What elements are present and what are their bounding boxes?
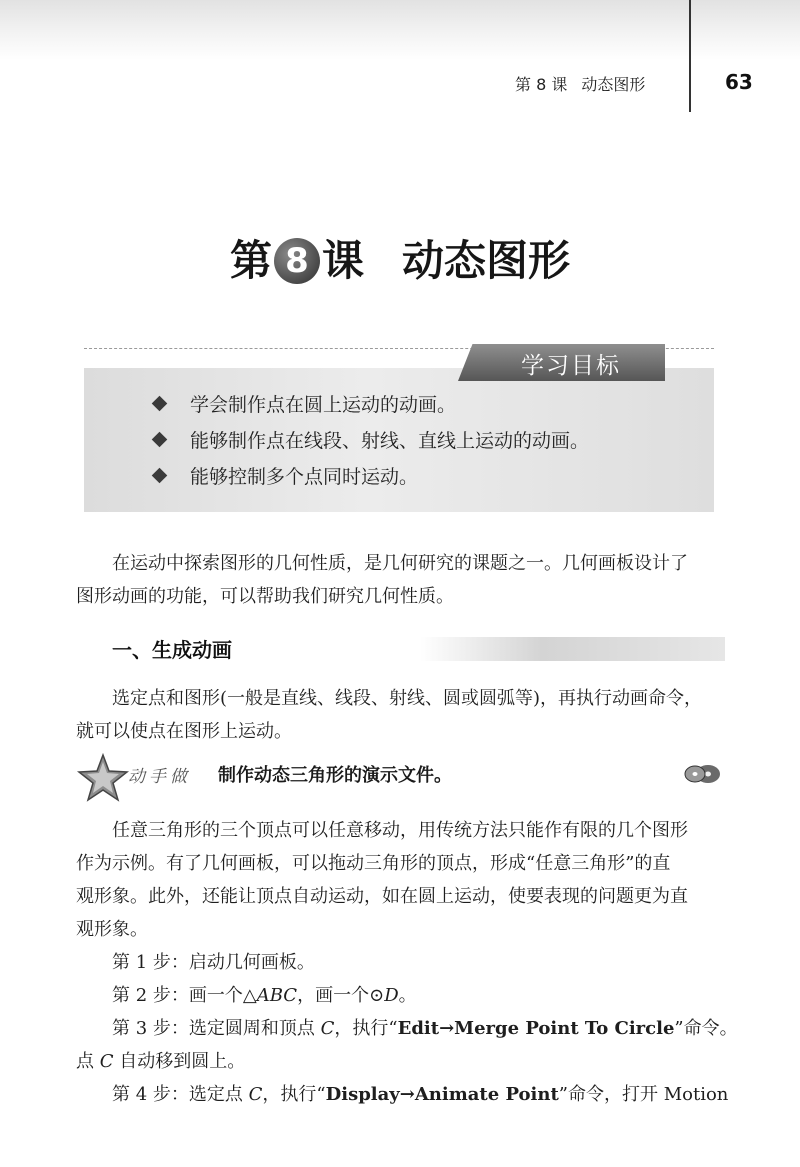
objective-text: 能够制作点在线段、射线、直线上运动的动画。 <box>190 430 590 452</box>
hands-on-line-3: 观形象。此外，还能让顶点自动运动，如在圆上运动，使要表现的问题更为直 <box>76 886 688 907</box>
hands-on-title: 制作动态三角形的演示文件。 <box>218 765 452 786</box>
title-suffix: 课 <box>321 236 364 285</box>
section-title: 一、生成动画 <box>112 638 232 662</box>
lesson-title <box>0 228 800 288</box>
title-prefix: 第 <box>229 236 272 285</box>
header-lesson-ref: 第 8 课 <box>515 75 568 94</box>
step-1: 第 1 步：启动几何画板。 <box>112 952 315 973</box>
step4-text-c: ，执行“ <box>262 1084 326 1105</box>
section-title-bar <box>420 637 725 661</box>
step2-text-c: ，画一个⊙ <box>297 985 385 1006</box>
step3-command: Edit→Merge Point To Circle <box>397 1018 675 1039</box>
hands-on-label: 动手做 <box>128 767 191 787</box>
hands-on-line-1: 任意三角形的三个顶点可以任意移动，用传统方法只能作有限的几个图形 <box>112 820 688 841</box>
header-lesson-name: 动态图形 <box>581 75 646 94</box>
step3-text-a: 第 3 步：选定圆周和顶点 <box>112 1018 315 1039</box>
header-divider <box>689 0 691 112</box>
running-header <box>515 72 645 95</box>
title-name: 动态图形 <box>402 236 571 285</box>
hands-on-line-2: 作为示例。有了几何画板，可以拖动三角形的顶点，形成“任意三角形”的直 <box>76 853 671 874</box>
intro-line-2: 图形动画的功能，可以帮助我们研究几何性质。 <box>76 586 454 607</box>
objective-text: 能够控制多个点同时运动。 <box>190 466 419 488</box>
star-icon <box>76 753 130 803</box>
step3-text-f: 点 <box>76 1051 94 1072</box>
step3-text-c: ，执行“ <box>334 1018 398 1039</box>
section1-line-2: 就可以使点在图形上运动。 <box>76 721 292 742</box>
cd-disc-icon <box>682 763 722 785</box>
step3-text-e: ”命令。 <box>674 1018 738 1039</box>
step2-text-e: 。 <box>398 985 417 1006</box>
step3-point: C <box>320 1018 335 1039</box>
step-3-continued <box>76 1047 245 1073</box>
step-3 <box>112 1014 738 1040</box>
step4-text-a: 第 4 步：选定点 <box>112 1084 243 1105</box>
hands-on-line-4: 观形象。 <box>76 919 148 940</box>
step2-circle-name: D <box>384 985 399 1006</box>
step-2 <box>112 981 417 1007</box>
step2-text-a: 第 2 步：画一个△ <box>112 985 257 1006</box>
objectives-tab-label: 学习目标 <box>521 353 621 379</box>
section1-line-1: 选定点和图形(一般是直线、线段、射线、圆或圆弧等)，再执行动画命令， <box>112 688 703 709</box>
lesson-number-badge: 8 <box>274 238 320 284</box>
page-number: 63 <box>725 70 753 94</box>
step3-text-h: 自动移到圆上。 <box>119 1051 246 1072</box>
step-4 <box>112 1080 728 1106</box>
step4-text-e: ”命令，打开 Motion <box>558 1084 729 1105</box>
step4-command: Display→Animate Point <box>325 1084 559 1105</box>
step2-triangle-name: ABC <box>256 985 298 1006</box>
step4-point: C <box>248 1084 263 1105</box>
top-scan-shade <box>0 0 800 60</box>
intro-line-1: 在运动中探索图形的几何性质，是几何研究的课题之一。几何画板设计了 <box>112 553 688 574</box>
step3-point-2: C <box>99 1051 114 1072</box>
objective-text: 学会制作点在圆上运动的动画。 <box>190 394 457 416</box>
